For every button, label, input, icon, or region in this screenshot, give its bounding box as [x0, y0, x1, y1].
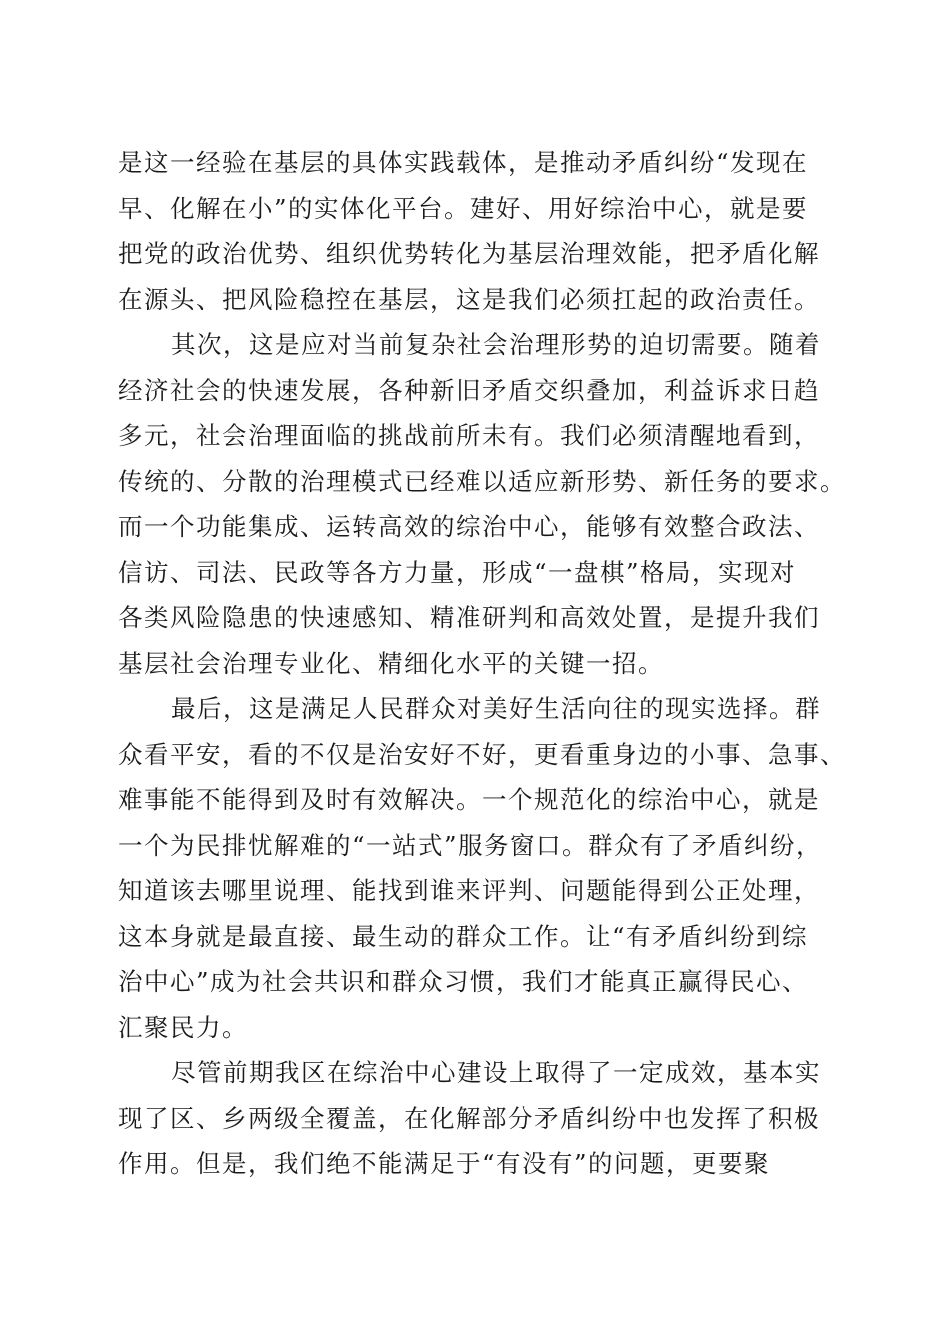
- text-line: 传统的、分散的治理模式已经难以适应新形势、新任务的要求。: [118, 466, 846, 496]
- text-line: 基层社会治理专业化、精细化水平的关键一招。: [118, 648, 664, 678]
- paragraph-first-line: 最后，这是满足人民群众对美好生活向往的现实选择。群: [171, 694, 821, 723]
- text-line: 把党的政治优势、组织优势转化为基层治理效能，把矛盾化解: [118, 239, 820, 268]
- text-line: 知道该去哪里说理、能找到谁来评判、问题能得到公正处理，: [118, 876, 820, 905]
- text-line: 是这一经验在基层的具体实践载体，是推动矛盾纠纷“发现在: [118, 148, 809, 177]
- text-line: 早、化解在小”的实体化平台。建好、用好综治中心，就是要: [118, 193, 809, 223]
- text-line: 众看平安，看的不仅是治安好不好，更看重身边的小事、急事、: [118, 739, 846, 769]
- text-line: 多元，社会治理面临的挑战前所未有。我们必须清醒地看到，: [118, 421, 820, 450]
- paragraph-first-line: 其次，这是应对当前复杂社会治理形势的迫切需要。随着: [171, 330, 821, 359]
- document-body: [118, 140, 848, 1187]
- text-line: 汇聚民力。: [118, 1012, 248, 1042]
- paragraph-first-line: 尽管前期我区在综治中心建设上取得了一定成效，基本实: [171, 1058, 821, 1087]
- text-line: 这本身就是最直接、最生动的群众工作。让“有矛盾纠纷到综: [118, 921, 809, 951]
- text-line: 而一个功能集成、运转高效的综治中心，能够有效整合政法、: [118, 512, 820, 541]
- text-line: 经济社会的快速发展，各种新旧矛盾交织叠加，利益诉求日趋: [118, 375, 820, 405]
- text-line: 信访、司法、民政等各方力量，形成“一盘棋”格局，实现对: [118, 557, 797, 587]
- text-line: 现了区、乡两级全覆盖，在化解部分矛盾纠纷中也发挥了积极: [118, 1103, 820, 1133]
- text-line: 作用。但是，我们绝不能满足于“有没有”的问题，更要聚: [118, 1149, 771, 1178]
- text-line: 治中心”成为社会共识和群众习惯，我们才能真正赢得民心、: [118, 967, 809, 996]
- text-line: 一个为民排忧解难的“一站式”服务窗口。群众有了矛盾纠纷，: [118, 830, 823, 860]
- text-line: 各类风险隐患的快速感知、精准研判和高效处置，是提升我们: [118, 603, 820, 632]
- text-line: 难事能不能得到及时有效解决。一个规范化的综治中心，就是: [118, 785, 820, 814]
- text-line: 在源头、把风险稳控在基层，这是我们必须扛起的政治责任。: [118, 284, 820, 314]
